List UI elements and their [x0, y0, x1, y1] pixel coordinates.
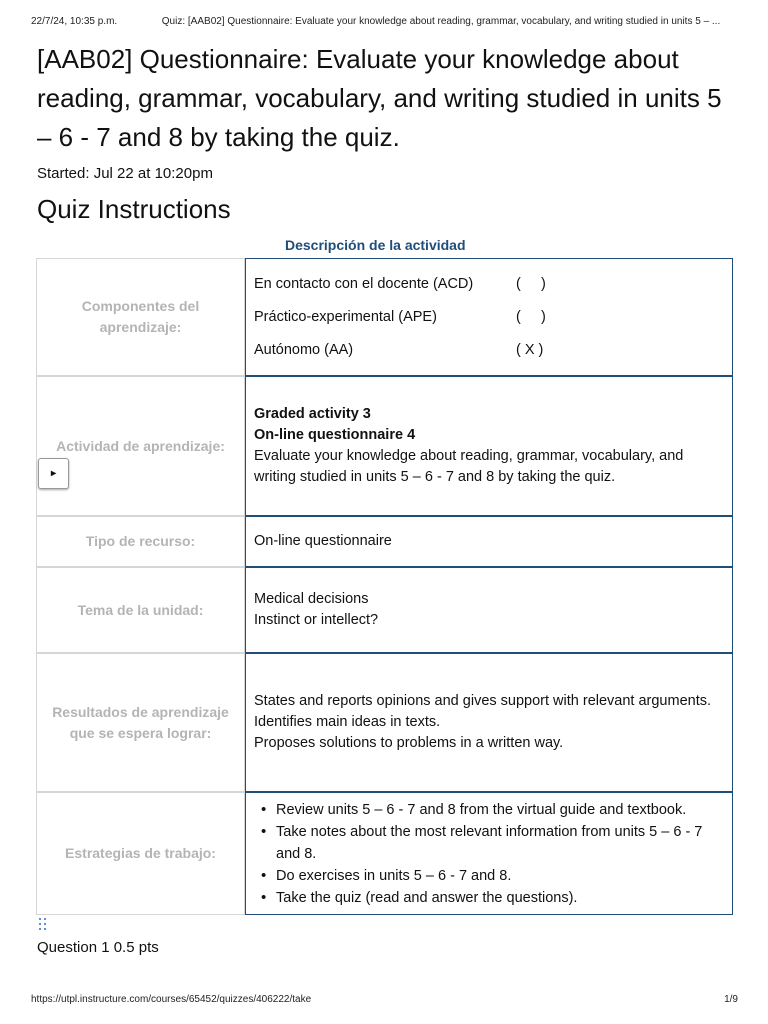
activity-row: [36, 376, 733, 516]
play-button[interactable]: [38, 458, 69, 489]
print-page-title: Quiz: [AAB02] Questionnaire: Evaluate your knowledge about reading, grammar, vocabulary, and writing studied in units 5 – ...: [161, 16, 721, 27]
quiz-instructions-heading: Quiz Instructions: [37, 194, 231, 224]
outcomes-row: [36, 653, 733, 792]
print-url: https://utpl.instructure.com/courses/65452/quizzes/406222/take: [31, 994, 312, 1005]
topic-label: Tema de la unidad:: [36, 567, 245, 653]
resource-row: [36, 516, 733, 567]
print-datetime: 22/7/24, 10:35 p.m.: [31, 16, 118, 27]
print-header: [31, 16, 738, 27]
component-mark: ( ): [516, 308, 546, 325]
activity-description: Evaluate your knowledge about reading, grammar, vocabulary, and writing studied in units 5 – 6 - 7 and 8 by taking the quiz.: [254, 448, 684, 485]
component-name: En contacto con el docente (ACD): [254, 275, 474, 292]
components-content: [245, 258, 733, 376]
activity-label: Actividad de aprendizaje:: [56, 437, 225, 454]
topic-row: [36, 567, 733, 653]
strategy-item: • Review units 5 – 6 - 7 and 8 from the virtual guide and textbook.: [254, 799, 724, 821]
print-page-number: 1/9: [724, 994, 738, 1005]
strategies-row: [36, 792, 733, 915]
outcomes-label: Resultados de aprendizaje que se espera lograr:: [36, 653, 245, 792]
strategies-label: Estrategias de trabajo:: [36, 792, 245, 915]
component-item: [254, 268, 724, 301]
quiz-title: [AAB02] Questionnaire: Evaluate your knowledge about reading, grammar, vocabulary, and writing studied in units 5 – 6 - 7 and 8 by taking the quiz.: [37, 44, 722, 152]
outcome-item: Proposes solutions to problems in a written way.: [254, 735, 564, 751]
resource-label: Tipo de recurso:: [36, 516, 245, 567]
outcome-item: States and reports opinions and gives support with relevant arguments.: [254, 693, 712, 709]
drag-handle-icon[interactable]: [38, 918, 48, 934]
strategies-list: [254, 799, 724, 909]
components-row: [36, 258, 733, 376]
components-label: Componentes del aprendizaje:: [36, 258, 245, 376]
topic-item: Medical decisions: [254, 591, 369, 607]
strategy-item: • Do exercises in units 5 – 6 - 7 and 8.: [254, 865, 724, 887]
strategy-item: • Take the quiz (read and answer the questions).: [254, 887, 724, 909]
strategy-item: • Take notes about the most relevant information from units 5 – 6 - 7 and 8.: [254, 821, 724, 865]
activity-label-cell: [36, 376, 245, 516]
component-mark: ( ): [516, 275, 546, 292]
activity-description-table: [36, 258, 733, 915]
component-name: Autónomo (AA): [254, 341, 354, 358]
outcome-item: Identifies main ideas in texts.: [254, 714, 441, 730]
quiz-started-time: Started: Jul 22 at 10:20pm: [37, 165, 213, 182]
play-icon: ▸: [50, 468, 57, 479]
questionnaire-title: On-line questionnaire 4: [254, 427, 416, 443]
component-mark: ( X ): [516, 341, 544, 358]
resource-content: [245, 516, 733, 567]
component-item: [254, 334, 724, 367]
activity-table-caption: Descripción de la actividad: [285, 237, 466, 253]
strategies-content: [245, 792, 733, 915]
graded-activity-title: Graded activity 3: [254, 406, 371, 422]
outcomes-content: [245, 653, 733, 792]
resource-value: On-line questionnaire: [254, 533, 392, 549]
component-name: Práctico-experimental (APE): [254, 308, 437, 325]
print-footer: [31, 994, 738, 1005]
activity-content: [245, 376, 733, 516]
question-label: Question 1 0.5 pts: [37, 939, 159, 956]
component-item: [254, 301, 724, 334]
topic-content: [245, 567, 733, 653]
topic-item: Instinct or intellect?: [254, 612, 379, 628]
